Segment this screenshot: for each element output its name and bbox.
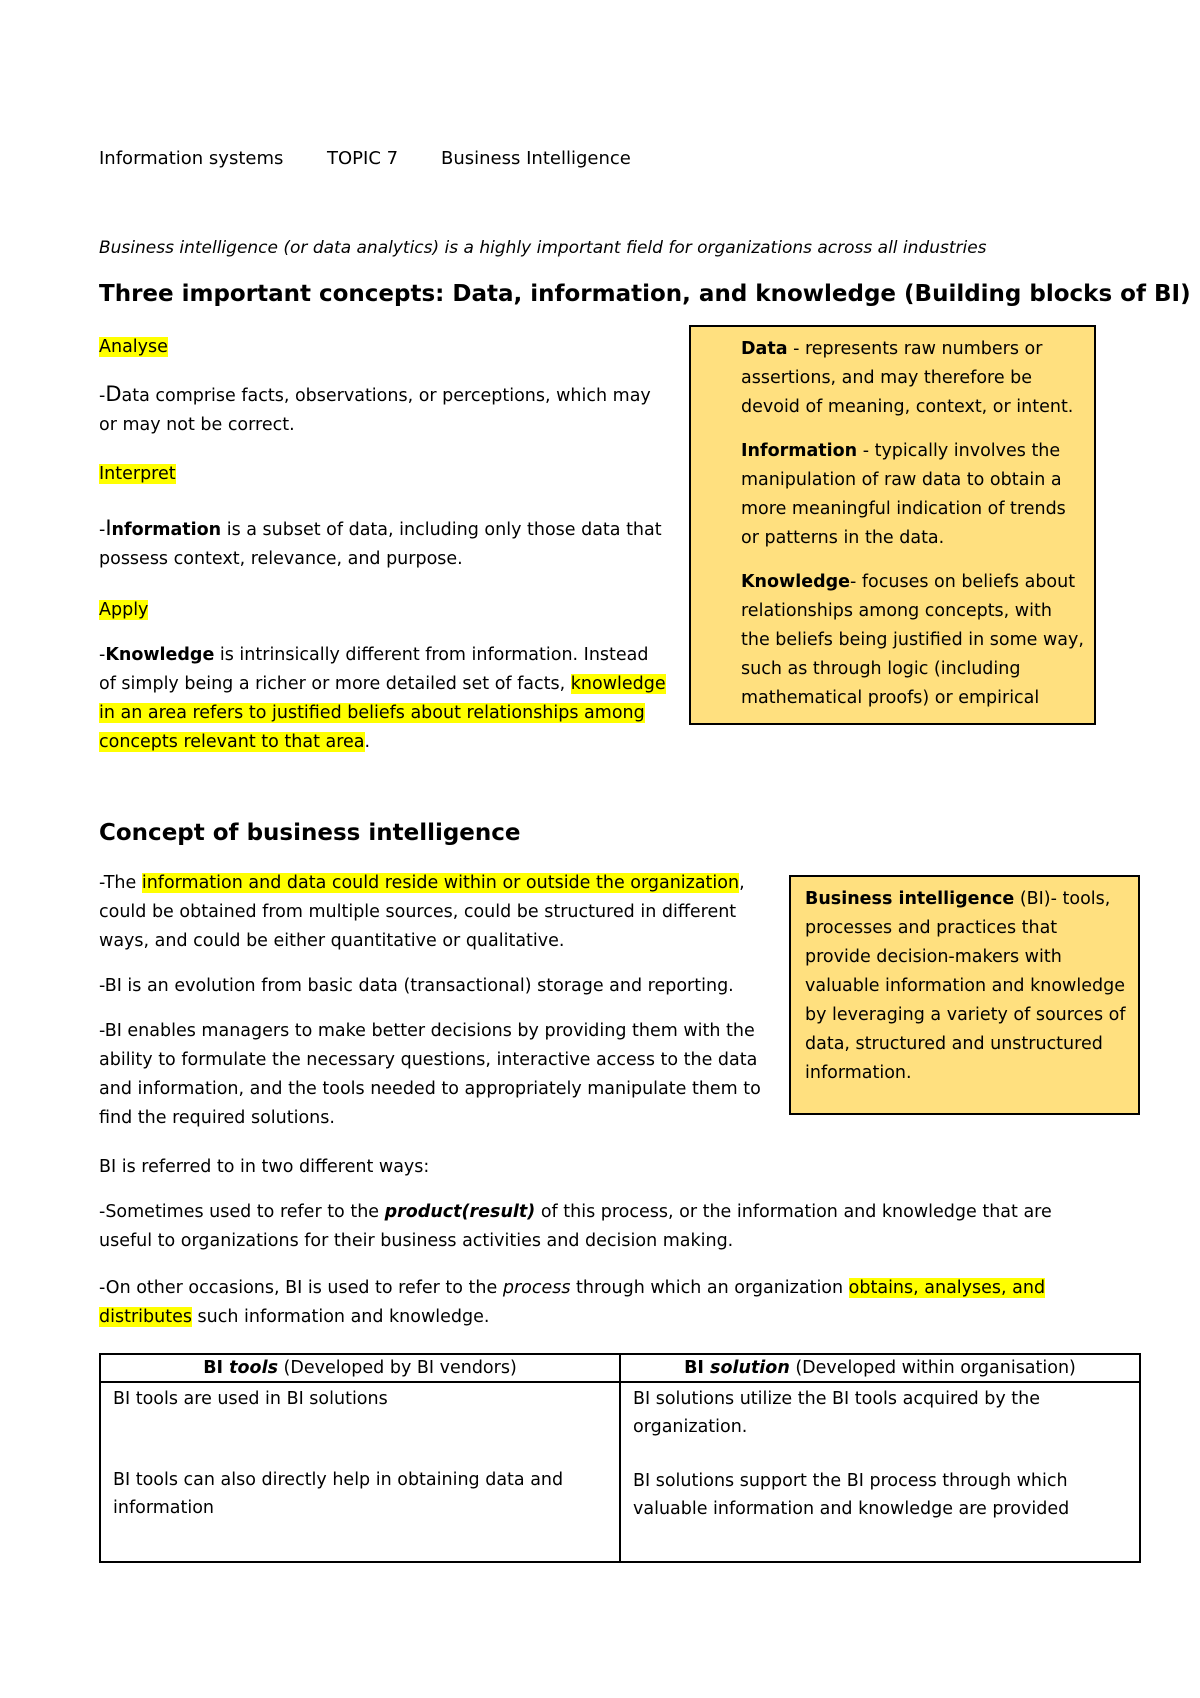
p1-highlight: information and data could reside within or outside the organization (141, 873, 740, 893)
data-dash: - (99, 386, 106, 406)
box-data-def (741, 335, 1084, 422)
p1-end: , could be obtained from multiple sources, could be structured in different ways, and could be either quantitative or qualitative. (99, 873, 745, 951)
knowledge-dash: - (99, 645, 106, 665)
box-data-text: - represents raw numbers or assertions, and may therefore be devoid of meaning, context, or intent. (741, 339, 1074, 417)
box-data-term: Data (741, 339, 788, 359)
box-knowledge-def (741, 568, 1084, 713)
box-info-text: - typically involves the manipulation of raw data to obtain a more meaningful indication of trends or patterns in the data. (741, 441, 1066, 548)
bi-paragraph-3: -BI enables managers to make better decisions by providing them with the ability to formulate the necessary questions, interactive access to the data and information, and the tools needed to appropriately manipulate them to find the required solutions. (99, 1021, 761, 1128)
p6-end: such information and knowledge. (191, 1307, 490, 1327)
bi-paragraph-1 (99, 869, 769, 956)
knowledge-highlight: knowledge in an area refers to justified beliefs about relationships among concepts relevant to that area (99, 674, 666, 752)
bi-definition-box (789, 875, 1140, 1115)
bi-comparison-table (99, 1353, 1141, 1563)
course-name: Information systems (99, 148, 284, 169)
p6-highlight-1: obtains, analyses, and (848, 1278, 1046, 1298)
definitions-box (689, 325, 1096, 725)
tools-line-2: BI tools can also directly help in obtaining data and information (113, 1470, 564, 1518)
p1-start: -The (99, 873, 142, 893)
topic-number: TOPIC 7 (327, 148, 399, 169)
header-tools-bi: BI (203, 1358, 230, 1378)
info-dash: - (99, 520, 106, 540)
table-header-row (100, 1354, 1140, 1382)
header-tools-word: tools (229, 1358, 278, 1378)
interpret-highlight: Interpret (99, 464, 176, 484)
section2-title: Concept of business intelligence (99, 820, 521, 846)
bi-paragraph-5 (99, 1198, 1089, 1256)
p6-start: -On other occasions, BI is used to refer to the (99, 1278, 503, 1298)
intro-text: Business intelligence (or data analytics) is a highly important field for organizations across all industries (99, 238, 987, 258)
p5-product: product(result) (384, 1202, 536, 1222)
bi-paragraph-4: BI is referred to in two different ways: (99, 1157, 430, 1177)
knowledge-period: . (364, 732, 371, 752)
p5-end: of this process, or the information and knowledge that are useful to organizations for their business activities and decision making. (99, 1202, 1052, 1251)
analyse-highlight: Analyse (99, 337, 168, 357)
solution-line-2: BI solutions support the BI process through which valuable information and knowledge are provided (633, 1471, 1070, 1519)
info-text: is a subset of data, including only those data that possess context, relevance, and purpose. (99, 520, 662, 569)
data-text: ata comprise facts, observations, or perceptions, which may or may not be correct. (99, 386, 651, 435)
section1-title: Three important concepts: Data, information, and knowledge (Building blocks of BI) (99, 281, 1191, 307)
p5-start: -Sometimes used to refer to the (99, 1202, 385, 1222)
interpret-label (99, 461, 176, 488)
data-initial: D (105, 382, 122, 406)
apply-label (99, 597, 148, 624)
box-knowledge-term: Knowledge (741, 572, 850, 592)
box-info-def (741, 437, 1084, 553)
info-initial: I (105, 516, 112, 540)
header-solution-word: solution (710, 1358, 790, 1378)
tools-line-1: BI tools are used in BI solutions (113, 1389, 388, 1409)
data-paragraph (99, 380, 669, 440)
apply-highlight: Apply (99, 600, 149, 620)
solution-line-1: BI solutions utilize the BI tools acquired by the organization. (633, 1389, 1040, 1437)
box-info-term: Information (741, 441, 858, 461)
p6-highlight-2: distributes (99, 1307, 192, 1327)
table-cell-solution (620, 1382, 1140, 1562)
information-paragraph (99, 514, 669, 574)
bi-definition-term: Business intelligence (805, 889, 1015, 909)
table-row (100, 1382, 1140, 1562)
bi-definition-text: (BI)- tools, processes and practices that provide decision-makers with valuable information and knowledge by leveraging a variety of sources of data, structured and unstructured information. (805, 889, 1126, 1083)
table-cell-tools (100, 1382, 620, 1562)
header-solution-rest: (Developed within organisation) (789, 1358, 1076, 1378)
knowledge-paragraph (99, 641, 669, 757)
header-tools-rest: (Developed by BI vendors) (277, 1358, 517, 1378)
topic-subject: Business Intelligence (441, 148, 631, 169)
box-knowledge-text: - focuses on beliefs about relationships among concepts, with the beliefs being justified in some way, such as through logic (including mathematical proofs) or empirical (741, 572, 1084, 708)
header-solution-bi: BI (684, 1358, 711, 1378)
bi-paragraph-2: -BI is an evolution from basic data (transactional) storage and reporting. (99, 976, 734, 996)
table-header-solution (620, 1354, 1140, 1382)
info-term: nformation (111, 520, 222, 540)
bi-definition (805, 885, 1128, 1088)
table-header-tools (100, 1354, 620, 1382)
p6-mid: through which an organization (570, 1278, 849, 1298)
knowledge-term: Knowledge (105, 645, 215, 665)
knowledge-text: is intrinsically different from information. Instead of simply being a richer or more detailed set of facts, (99, 645, 649, 694)
analyse-label (99, 334, 168, 361)
p6-process: process (502, 1278, 571, 1298)
bi-paragraph-6 (99, 1274, 1089, 1332)
